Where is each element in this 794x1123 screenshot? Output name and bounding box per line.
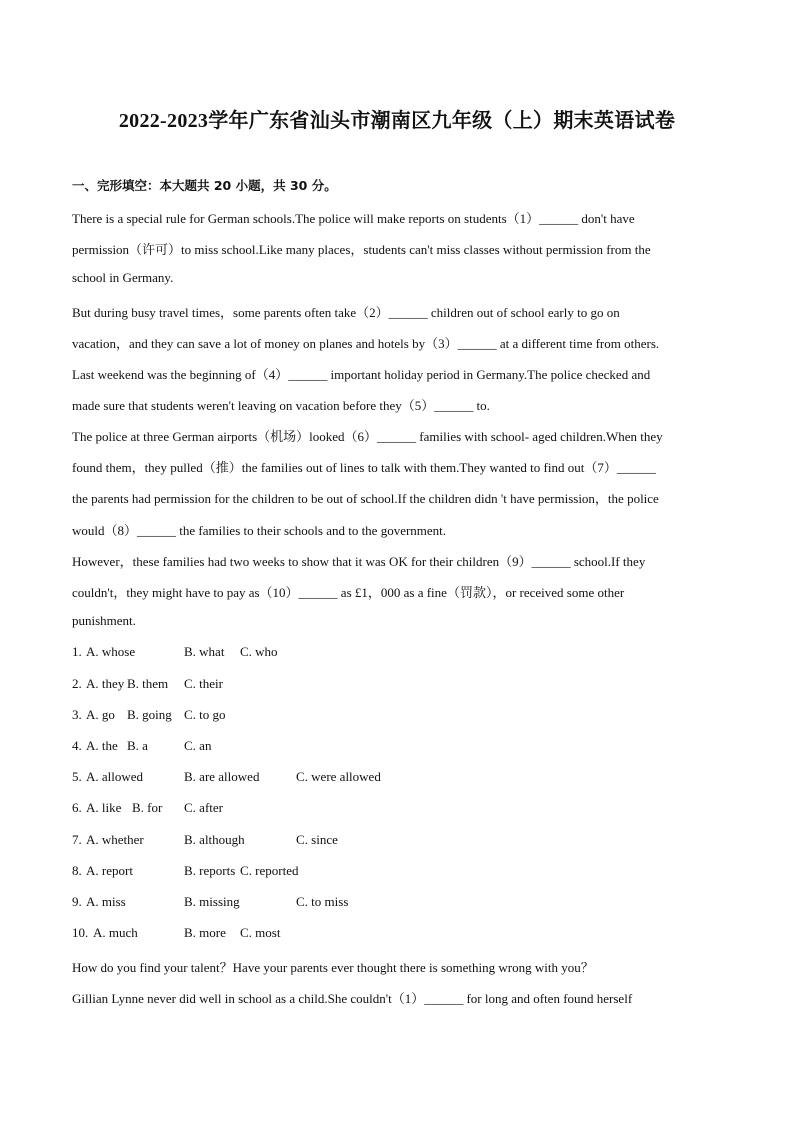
option-a: A. much: [93, 925, 138, 940]
passage-line: would（8）______ the families to their schools and to the government.: [72, 523, 447, 538]
passage-line: Gillian Lynne never did well in school as a child.She couldn't（1）______ for long and often found herself: [72, 991, 633, 1006]
option-c: C. their: [184, 676, 223, 691]
question-number: 2.: [72, 676, 82, 691]
question-number: 1.: [72, 644, 82, 659]
option-c: C. reported: [240, 863, 299, 878]
option-a: A. go: [86, 707, 115, 722]
option-b: B. reports: [184, 863, 236, 878]
option-a: A. like: [86, 800, 122, 815]
question-number: 8.: [72, 863, 82, 878]
option-c: C. to go: [184, 707, 226, 722]
option-a: A. the: [86, 738, 118, 753]
passage-line: There is a special rule for German schools.The police will make reports on students（1）______ don't have: [72, 211, 635, 226]
section-heading: 一、完形填空：本大题共 20 小题，共 30 分。: [72, 178, 337, 193]
option-c: C. who: [240, 644, 278, 659]
question-number: 3.: [72, 707, 82, 722]
option-a: A. allowed: [86, 769, 144, 784]
option-b: B. a: [127, 738, 148, 753]
option-b: B. for: [132, 800, 163, 815]
passage-line: vacation，and they can save a lot of money on planes and hotels by（3）______ at a different time from others.: [72, 336, 660, 351]
passage-line: Last weekend was the beginning of（4）______ important holiday period in Germany.The police checked and: [72, 367, 651, 382]
passage-line: How do you find your talent？Have your parents ever thought there is something wrong with you？: [72, 960, 594, 975]
option-a: A. they: [86, 676, 125, 691]
passage-line: made sure that students weren't leaving on vacation before they（5）______ to.: [72, 398, 490, 413]
option-c: C. to miss: [296, 894, 349, 909]
passage-line: But during busy travel times，some parents often take（2）______ children out of school early to go on: [72, 305, 620, 320]
passage-line: The police at three German airports（机场）looked（6）______ families with school- aged children.When they: [72, 429, 663, 444]
option-a: A. miss: [86, 894, 126, 909]
passage-line: found them，they pulled（推）the families out of lines to talk with them.They wanted to find out（7）______: [72, 460, 656, 475]
option-c: C. an: [184, 738, 212, 753]
question-number: 9.: [72, 894, 82, 909]
option-b: B. them: [127, 676, 169, 691]
passage-line: permission（许可）to miss school.Like many places，students can't miss classes without permission from the: [72, 242, 651, 257]
option-c: C. were allowed: [296, 769, 381, 784]
option-c: C. most: [240, 925, 281, 940]
option-c: C. after: [184, 800, 223, 815]
option-b: B. more: [184, 925, 226, 940]
option-a: A. whose: [86, 644, 136, 659]
question-number: 4.: [72, 738, 82, 753]
passage-line: the parents had permission for the children to be out of school.If the children didn 't have permission，the police: [72, 491, 659, 506]
option-a: A. whether: [86, 832, 144, 847]
option-b: B. going: [127, 707, 172, 722]
passage-line: However，these families had two weeks to show that it was OK for their children（9）______ school.If they: [72, 554, 646, 569]
question-number: 10.: [72, 925, 89, 940]
passage-line: couldn't，they might have to pay as（10）______ as £1，000 as a fine（罚款），or received some other: [72, 585, 625, 600]
option-a: A. report: [86, 863, 133, 878]
option-b: B. missing: [184, 894, 240, 909]
question-number: 5.: [72, 769, 82, 784]
passage-line: school in Germany.: [72, 270, 174, 285]
question-number: 6.: [72, 800, 82, 815]
option-b: B. are allowed: [184, 769, 260, 784]
question-number: 7.: [72, 832, 82, 847]
option-b: B. although: [184, 832, 245, 847]
option-c: C. since: [296, 832, 338, 847]
option-b: B. what: [184, 644, 225, 659]
passage-line: punishment.: [72, 613, 136, 628]
document-title: 2022-2023学年广东省汕头市潮南区九年级（上）期末英语试卷: [118, 110, 676, 132]
